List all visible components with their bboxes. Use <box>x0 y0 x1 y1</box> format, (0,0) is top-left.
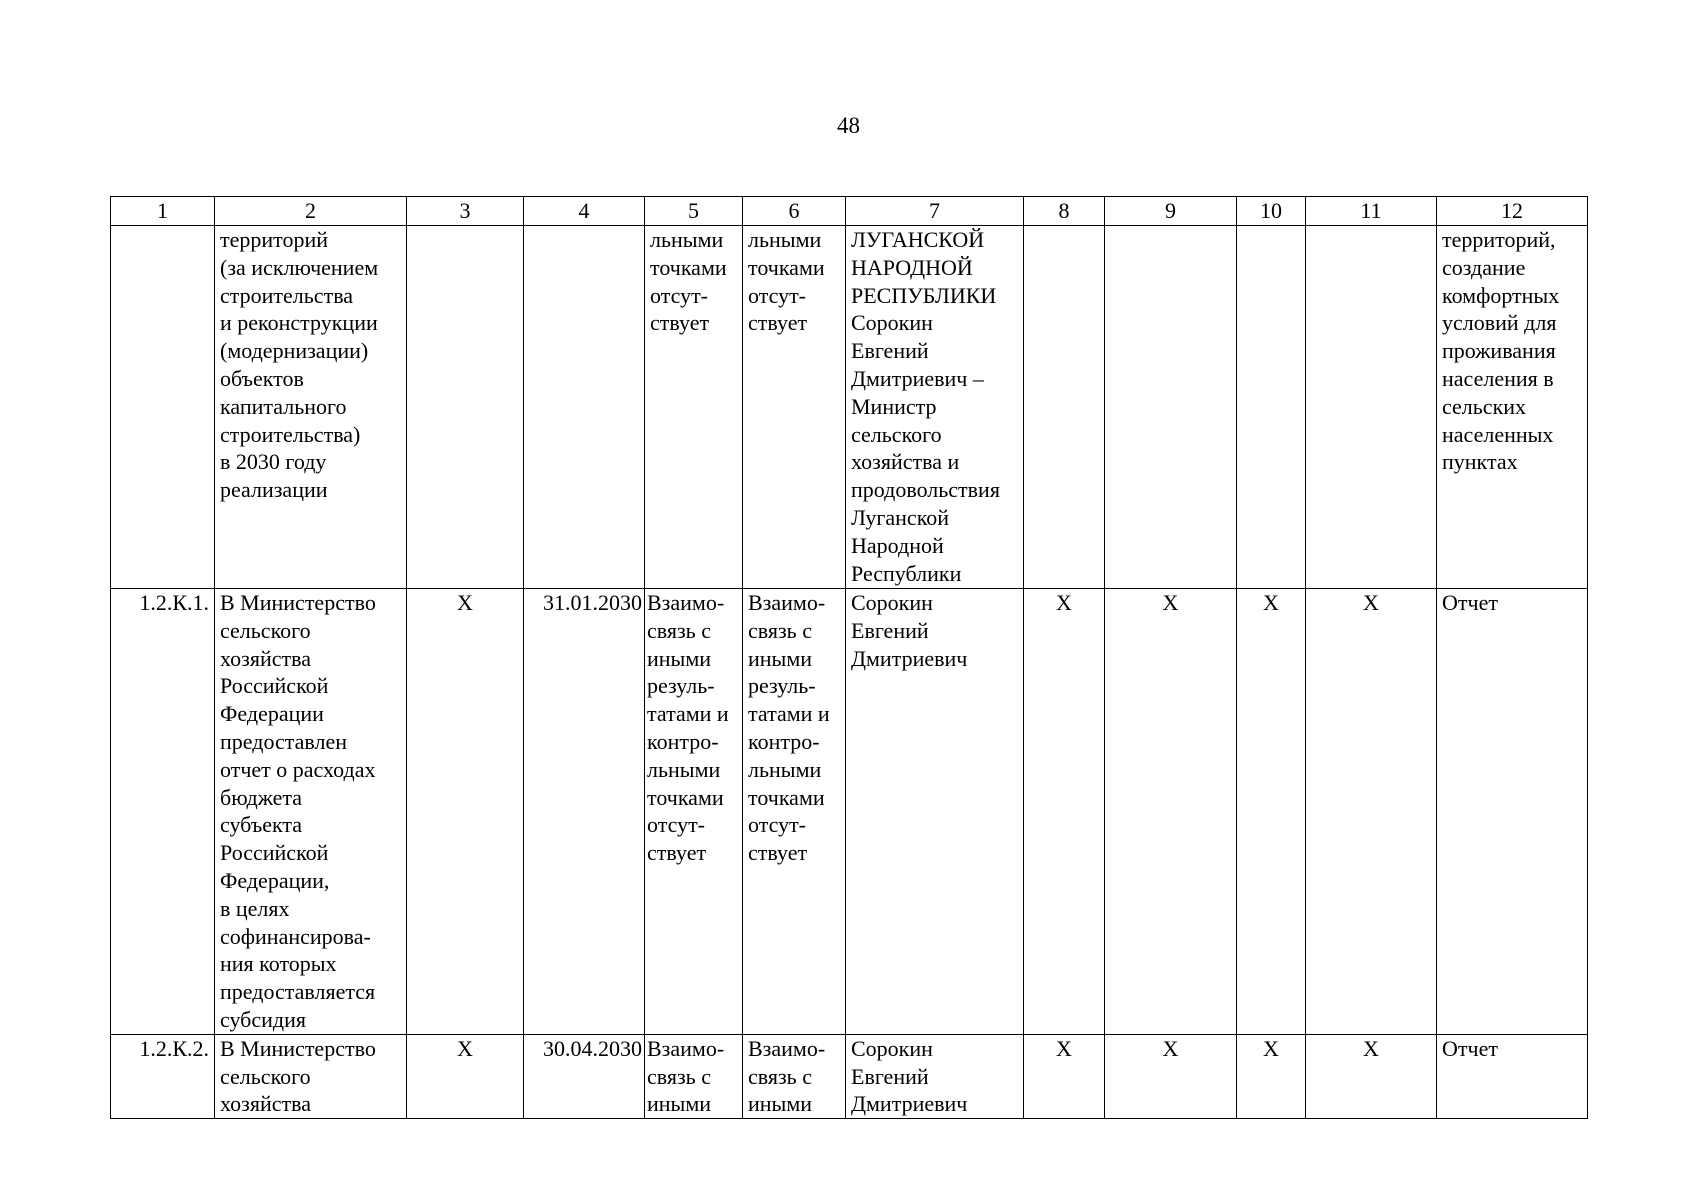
cell-col3: X <box>407 589 524 1035</box>
cell-col8 <box>1024 226 1105 589</box>
cell-col6: льными точками отсут- ствует <box>743 226 846 589</box>
header-cell-2: 2 <box>215 197 407 226</box>
header-cell-8: 8 <box>1024 197 1105 226</box>
page-number: 48 <box>837 113 860 138</box>
table-row <box>111 226 1588 589</box>
cell-col8: X <box>1024 1034 1105 1118</box>
cell-description: территорий (за исключением строительства и реконструкции (модернизации) объектов капитального строительства) в 2030 году реализации <box>215 226 407 589</box>
header-cell-1: 1 <box>111 197 215 226</box>
cell-col10: X <box>1237 1034 1306 1118</box>
cell-col5: Взаимо- связь с иными <box>645 1034 743 1118</box>
cell-col11: X <box>1306 589 1437 1035</box>
cell-col9 <box>1105 226 1237 589</box>
cell-col5: Взаимо- связь с иными резуль- татами и контро- льными точками отсут- ствует <box>645 589 743 1035</box>
cell-responsible: ЛУГАНСКОЙ НАРОДНОЙ РЕСПУБЛИКИ Сорокин Евгений Дмитриевич – Министр сельского хозяйства и продовольствия Луганской Народной Республики <box>846 226 1024 589</box>
cell-col6: Взаимо- связь с иными резуль- татами и контро- льными точками отсут- ствует <box>743 589 846 1035</box>
cell-date: 31.01.2030 <box>524 589 645 1035</box>
cell-responsible: Сорокин Евгений Дмитриевич <box>846 1034 1024 1118</box>
cell-number: 1.2.К.2. <box>111 1034 215 1118</box>
cell-date <box>524 226 645 589</box>
cell-col11: X <box>1306 1034 1437 1118</box>
cell-description: В Министерство сельского хозяйства Российской Федерации предоставлен отчет о расходах бюджета субъекта Российской Федерации, в целях софинансирова- ния которых предоставляется субсидия <box>215 589 407 1035</box>
cell-col10 <box>1237 226 1306 589</box>
header-cell-10: 10 <box>1237 197 1306 226</box>
header-cell-9: 9 <box>1105 197 1237 226</box>
cell-number <box>111 226 215 589</box>
cell-col11 <box>1306 226 1437 589</box>
header-cell-7: 7 <box>846 197 1024 226</box>
cell-col6: Взаимо- связь с иными <box>743 1034 846 1118</box>
header-cell-4: 4 <box>524 197 645 226</box>
header-cell-6: 6 <box>743 197 846 226</box>
cell-col10: X <box>1237 589 1306 1035</box>
cell-description: В Министерство сельского хозяйства <box>215 1034 407 1118</box>
cell-result: Отчет <box>1437 589 1588 1035</box>
cell-col9: X <box>1105 1034 1237 1118</box>
cell-number: 1.2.К.1. <box>111 589 215 1035</box>
header-cell-3: 3 <box>407 197 524 226</box>
cell-responsible: Сорокин Евгений Дмитриевич <box>846 589 1024 1035</box>
cell-col8: X <box>1024 589 1105 1035</box>
table-row <box>111 1034 1588 1118</box>
document-table <box>110 196 1588 1119</box>
table-header <box>111 197 1588 226</box>
cell-col9: X <box>1105 589 1237 1035</box>
header-row <box>111 197 1588 226</box>
cell-col5: льными точками отсут- ствует <box>645 226 743 589</box>
cell-col3 <box>407 226 524 589</box>
header-cell-11: 11 <box>1306 197 1437 226</box>
table-row <box>111 589 1588 1035</box>
cell-result: Отчет <box>1437 1034 1588 1118</box>
header-cell-12: 12 <box>1437 197 1588 226</box>
cell-result: территорий, создание комфортных условий для проживания населения в сельских населенных пунктах <box>1437 226 1588 589</box>
header-cell-5: 5 <box>645 197 743 226</box>
cell-col3: X <box>407 1034 524 1118</box>
table-body <box>111 226 1588 1119</box>
cell-date: 30.04.2030 <box>524 1034 645 1118</box>
